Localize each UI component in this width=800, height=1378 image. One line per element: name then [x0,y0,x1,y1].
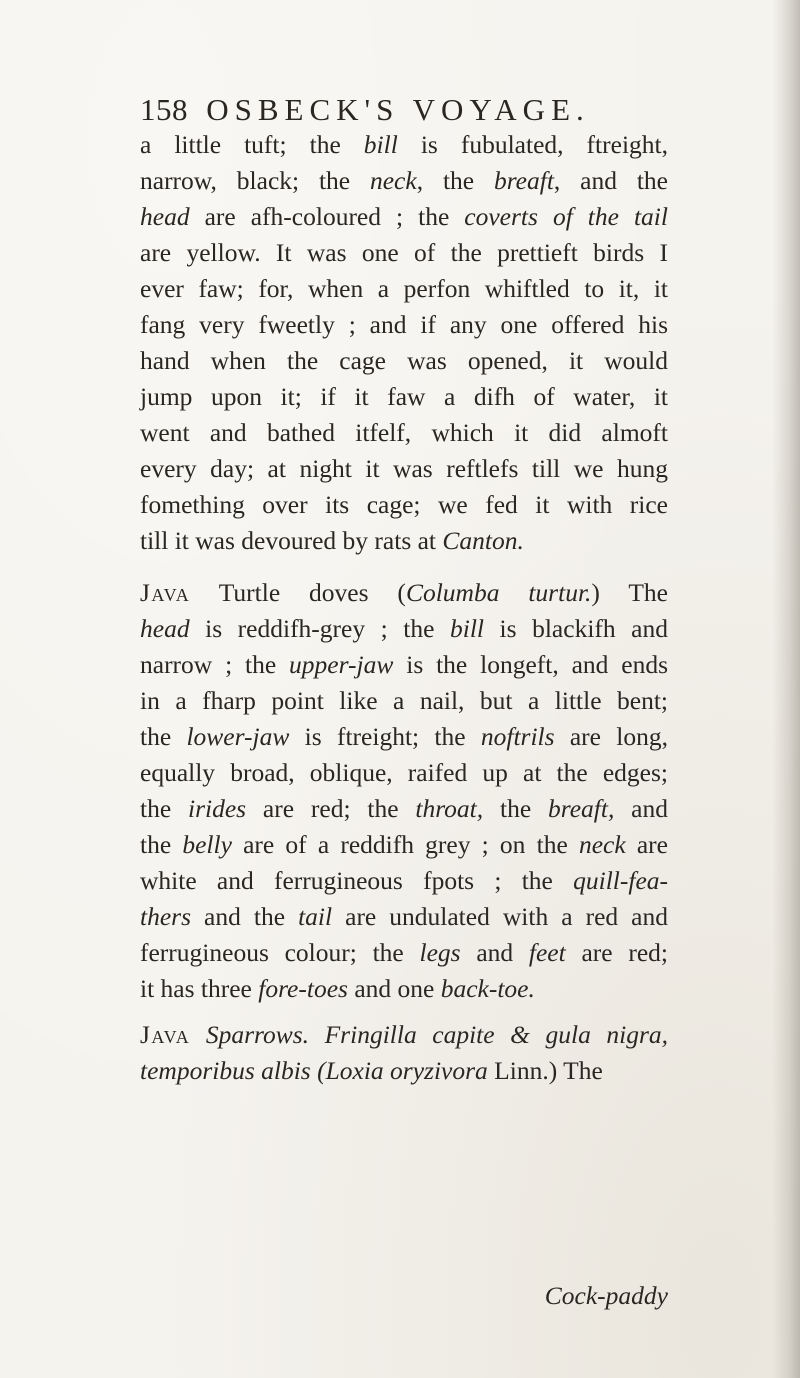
text-line [140,1053,668,1089]
text-run: are long, [554,722,668,751]
italic-run: thers [140,902,191,931]
italic-run: head [140,202,190,231]
italic-run: head [140,614,190,643]
italic-run: bill [363,130,398,159]
text-run: narrow, black; the [140,166,370,195]
italic-run: breaft, [548,794,615,823]
text-run: the [140,830,183,859]
text-line [140,647,668,683]
text-run: are afh-coloured ; the [189,202,465,231]
text-run: and the [191,902,299,931]
text-run [190,1020,206,1049]
italic-run: belly [182,830,232,859]
italic-run: fore-toes [258,974,348,1003]
italic-run: neck [369,166,417,195]
text-run: is reddifh-grey ; the [189,614,450,643]
text-line [140,379,668,415]
text-line [140,271,668,307]
text-run: fang very fweetly ; and if any one offered his [140,310,668,339]
text-line [140,971,668,1007]
text-run: narrow ; the [140,650,290,679]
italic-run: breaft [493,166,554,195]
text-line [140,791,668,827]
italic-run: legs [419,938,461,967]
italic-run: temporibus albis (Loxia oryzivora [140,1056,488,1085]
text-run: it has three [140,974,259,1003]
text-line [140,935,668,971]
text-line [140,451,668,487]
italic-run: Sparrows. Fringilla capite & gula nigra, [205,1020,669,1049]
text-run: are yellow. It was one of the prettieft birds I [140,238,668,267]
text-run: jump upon it; if it faw a difh of water, it [140,382,668,411]
text-line [140,487,668,523]
text-run: Java [140,1020,191,1049]
text-line [140,415,668,451]
italic-run: Columba turtur. [405,578,592,607]
text-run: and [614,794,668,823]
text-run: ever faw; for, when a perfon whiftled to it, it [140,274,668,303]
text-line [140,899,668,935]
text-run: is the longeft, and ends [393,650,668,679]
text-run: a little tuft; the [140,130,364,159]
text-run: the [483,794,548,823]
italic-run: tail [298,902,333,931]
page-number: 158 [140,92,188,127]
text-line [140,163,668,199]
text-run: are of a reddifh grey ; on the [231,830,579,859]
text-run: are undulated with a red and [332,902,668,931]
text-run: , and the [553,166,668,195]
text-line [140,827,668,863]
italic-run: upper-jaw [289,650,394,679]
italic-run: coverts of the tail [464,202,668,231]
catchword: Cock-paddy [544,1281,668,1310]
text-run: fomething over its cage; we fed it with rice [140,490,668,519]
text-run: hand when the cage was opened, it would [140,346,668,375]
text-line [140,523,668,559]
text-run: is blackifh and [484,614,669,643]
text-run: and one [347,974,441,1003]
italic-run: noftrils [480,722,555,751]
text-run: Turtle doves ( [190,578,406,607]
text-run: every day; at night it was reftlefs till we hung [140,454,668,483]
text-line [140,683,668,719]
italic-run: neck [578,830,626,859]
text-line [140,235,668,271]
text-run: is fubulated, ftreight, [397,130,668,159]
text-run: went and bathed itfelf, which it did almoft [140,418,668,447]
text-run: white and ferrugineous fpots ; the [140,866,574,895]
text-run: are red; the [246,794,416,823]
page-edge-shadow [772,0,800,1378]
text-run: in a fharp point like a nail, but a little bent; [140,686,668,715]
text-line [140,575,668,611]
text-run: Java [140,578,191,607]
italic-run: lower-jaw [186,722,290,751]
italic-run: quill-fea- [573,866,668,895]
text-run: equally broad, oblique, raifed up at the edges; [140,758,668,787]
text-run: are red; [565,938,668,967]
text-run: the [140,794,188,823]
running-title: OSBECK'S VOYAGE. [206,92,590,127]
text-line [140,307,668,343]
text-run: the [140,722,187,751]
italic-run: Canton. [442,526,524,555]
text-line [140,199,668,235]
text-run: ferrugineous colour; the [140,938,420,967]
text-run: Linn.) The [487,1056,603,1085]
text-line [140,863,668,899]
text-line [140,719,668,755]
running-header [140,92,590,128]
italic-run: bill [449,614,484,643]
italic-run: irides [188,794,247,823]
text-line [140,1017,668,1053]
text-run: , the [416,166,494,195]
text-line [140,611,668,647]
text-line [140,755,668,791]
italic-run: feet [528,938,566,967]
text-run: and [460,938,529,967]
italic-run: back-toe. [440,974,535,1003]
italic-run: throat, [415,794,484,823]
text-run: are [625,830,668,859]
text-line [140,343,668,379]
text-run: till it was devoured by rats at [140,526,443,555]
text-line [140,127,668,163]
text-run: is ftreight; the [289,722,481,751]
text-run: ) The [591,578,669,607]
